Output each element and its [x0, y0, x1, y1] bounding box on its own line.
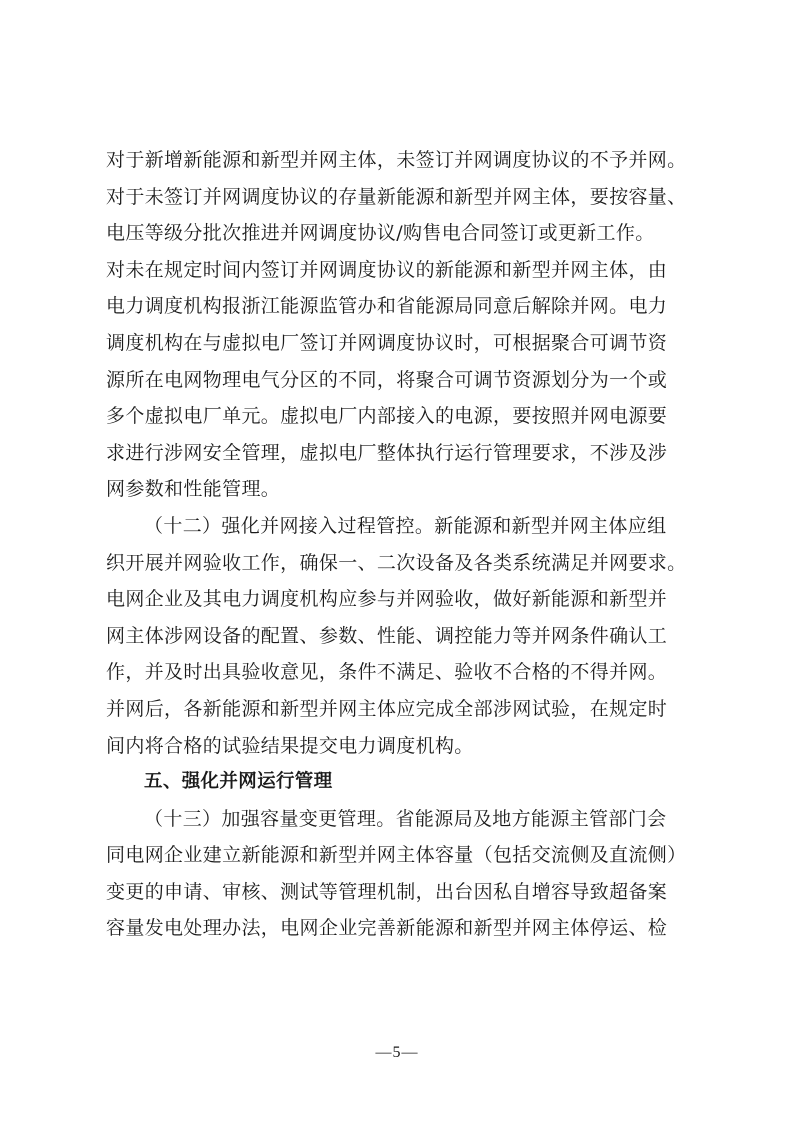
paragraph-line: 求进行涉网安全管理，虚拟电厂整体执行运行管理要求，不涉及涉	[106, 441, 668, 464]
paragraph-line: 多个虚拟电厂单元。虚拟电厂内部接入的电源，要按照并网电源要	[106, 405, 668, 428]
paragraph-line: 织开展并网验收工作，确保一、二次设备及各类系统满足并网要求。	[106, 551, 687, 574]
paragraph-line: （十二）强化并网接入过程管控。新能源和新型并网主体应组	[144, 514, 667, 537]
paragraph-line: 对于未签订并网调度协议的存量新能源和新型并网主体，要按容量、	[106, 185, 687, 208]
paragraph-line: 电力调度机构报浙江能源监管办和省能源局同意后解除并网。电力	[106, 295, 668, 318]
paragraph-line: 源所在电网物理电气分区的不同，将聚合可调节资源划分为一个或	[106, 368, 668, 391]
paragraph-line: 容量发电处理办法，电网企业完善新能源和新型并网主体停运、检	[106, 917, 668, 940]
paragraph-line: （十三）加强容量变更管理。省能源局及地方能源主管部门会	[144, 807, 667, 830]
paragraph-line: 网参数和性能管理。	[106, 478, 281, 501]
paragraph-line: 电压等级分批次推进并网调度协议/购售电合同签订或更新工作。	[106, 222, 655, 245]
paragraph-line: 网主体涉网设备的配置、参数、性能、调控能力等并网条件确认工	[106, 624, 668, 647]
section-heading: 五、强化并网运行管理	[144, 771, 333, 793]
page-number: —5—	[375, 1044, 419, 1061]
paragraph-line: 作，并及时出具验收意见，条件不满足、验收不合格的不得并网。	[106, 661, 668, 684]
paragraph-line: 变更的申请、审核、测试等管理机制，出台因私自增容导致超备案	[106, 880, 668, 903]
body-text	[106, 142, 716, 947]
paragraph-line: 间内将合格的试验结果提交电力调度机构。	[106, 734, 474, 757]
paragraph-line: 同电网企业建立新能源和新型并网主体容量（包括交流侧及直流侧）	[106, 844, 687, 867]
paragraph-line: 调度机构在与虚拟电厂签订并网调度协议时，可根据聚合可调节资	[106, 331, 668, 354]
paragraph-line: 电网企业及其电力调度机构应参与并网验收，做好新能源和新型并	[106, 588, 668, 611]
paragraph-line: 对于新增新能源和新型并网主体，未签订并网调度协议的不予并网。	[106, 149, 687, 171]
paragraph-line: 并网后，各新能源和新型并网主体应完成全部涉网试验，在规定时	[106, 697, 668, 720]
paragraph-line: 对未在规定时间内签订并网调度协议的新能源和新型并网主体，由	[106, 258, 668, 281]
